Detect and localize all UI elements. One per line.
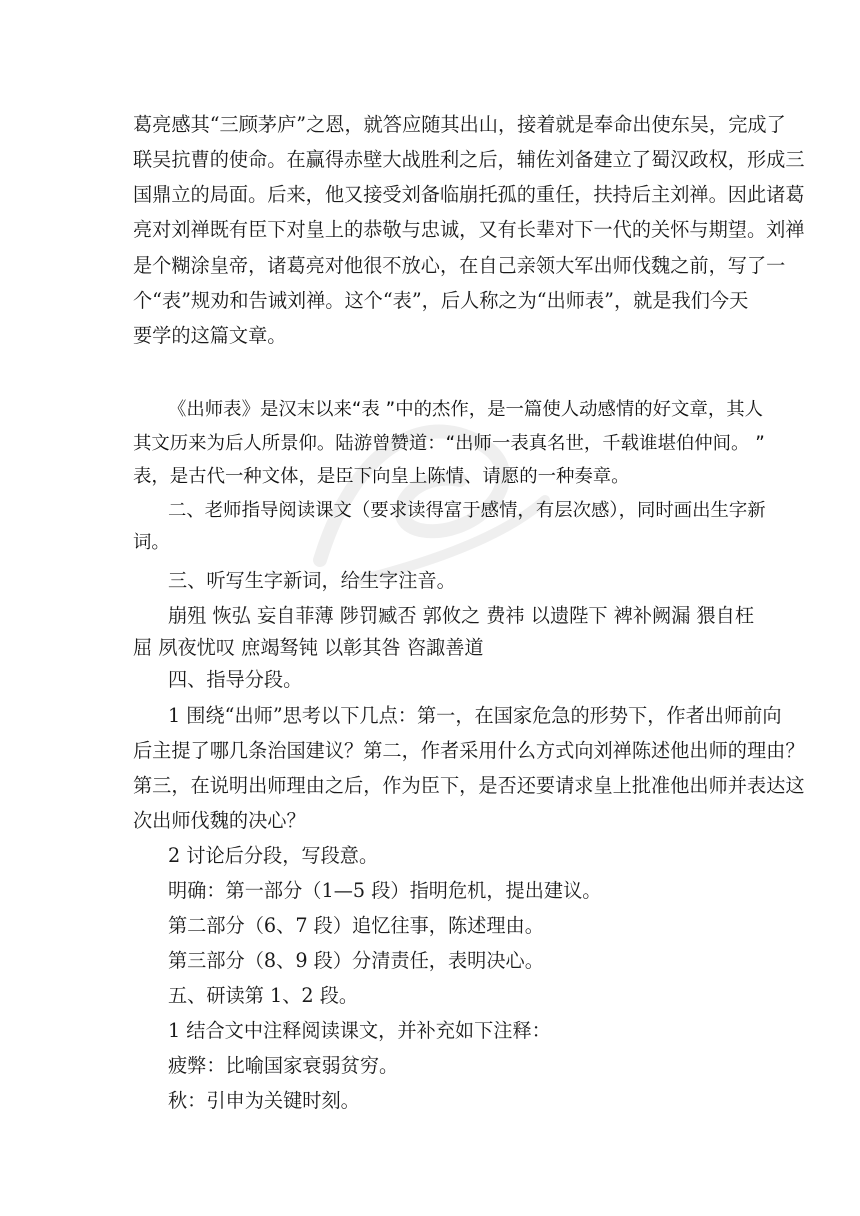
instruction-line: 2 讨论后分段，写段意。 xyxy=(168,844,379,867)
vocabulary-line: 屈 夙夜忧叹 庶竭驽钝 以彰其咎 咨諏善道 xyxy=(133,636,484,659)
paragraph-line: 要学的这篇文章。 xyxy=(133,324,287,347)
paragraph-line: 葛亮感其“三顾茅庐”之恩，就答应随其出山，接着就是奉命出使东吴，完成了 xyxy=(133,113,786,136)
question-line: 第三，在说明出师理由之后，作为臣下，是否还要请求皇上批准他出师并表达这 xyxy=(133,774,805,797)
question-line: 1 围绕“出师”思考以下几点：第一，在国家危急的形势下，作者出师前向 xyxy=(168,704,782,727)
section-heading-5: 五、研读第 1、2 段。 xyxy=(168,984,359,1007)
section-heading-2-continued: 词。 xyxy=(133,532,170,553)
paragraph-line: 个“表”规劝和告诫刘禅。这个“表”，后人称之为“出师表”，就是我们今天 xyxy=(133,289,749,312)
paragraph-line: 联吴抗曹的使命。在赢得赤壁大战胜利之后，辅佐刘备建立了蜀汉政权，形成三 xyxy=(133,148,805,171)
paragraph-line: 国鼎立的局面。后来，他又接受刘备临崩托孤的重任，扶持后主刘禅。因此诸葛 xyxy=(133,183,805,206)
annotation-line: 秋：引申为关键时刻。 xyxy=(168,1089,360,1112)
quote-paragraph-line: 其文历来为后人所景仰。陆游曾赞道：“出师一表真名世，千载谁堪伯仲间。 ” xyxy=(133,433,765,454)
section-heading-2: 二、老师指导阅读课文（要求读得富于感情，有层次感），同时画出生字新 xyxy=(168,500,766,521)
quote-paragraph-line: 表，是古代一种文体，是臣下向皇上陈情、请愿的一种奏章。 xyxy=(133,466,630,487)
vocabulary-line: 崩殂 恢弘 妄自菲薄 陟罚臧否 郭攸之 费祎 以遗陛下 裨补阙漏 猥自枉 xyxy=(168,604,755,627)
annotation-line: 疲弊：比喻国家衰弱贫穷。 xyxy=(168,1054,399,1077)
section-heading-3: 三、听写生字新词，给生字注音。 xyxy=(168,569,456,592)
answer-line: 明确：第一部分（1—5 段）指明危机，提出建议。 xyxy=(168,879,602,902)
answer-line: 第二部分（6、7 段）追忆往事，陈述理由。 xyxy=(168,914,544,937)
section-heading-4: 四、指导分段。 xyxy=(168,668,303,691)
quote-paragraph-line: 《出师表》是汉末以来“表 ”中的杰作，是一篇使人动感情的好文章，其人 xyxy=(168,399,764,420)
question-line: 次出师伐魏的决心？ xyxy=(133,809,306,832)
question-line: 后主提了哪几条治国建议？第二，作者采用什么方式向刘禅陈述他出师的理由？ xyxy=(133,739,805,762)
instruction-line: 1 结合文中注释阅读课文，并补充如下注释： xyxy=(168,1019,551,1042)
answer-line: 第三部分（8、9 段）分清责任，表明决心。 xyxy=(168,949,544,972)
paragraph-line: 亮对刘禅既有臣下对皇上的恭敬与忠诚，又有长辈对下一代的关怀与期望。刘禅 xyxy=(133,218,805,241)
paragraph-line: 是个糊涂皇帝，诸葛亮对他很不放心，在自己亲领大军出师伐魏之前，写了一 xyxy=(133,254,786,277)
